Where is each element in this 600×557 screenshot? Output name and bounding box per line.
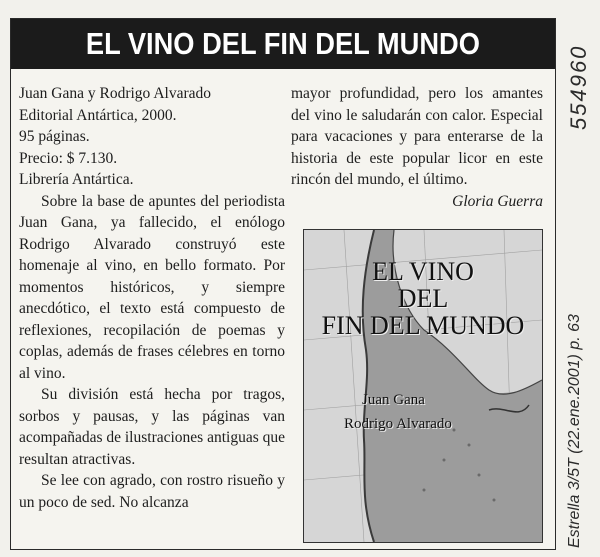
review-paragraph: mayor profundidad, pero los amantes del vino le saludarán con calor. Especial para vacaciones y para enterarse de la historia de este popular licor en este rincón del mundo, el último. — [291, 85, 543, 188]
handwritten-margin-note — [558, 0, 600, 557]
review-paragraph: Sobre la base de apuntes del periodista Juan Gana, ya fallecido, el enólogo Rodrigo Alvarado construyó este homenaje al vino, en bello formato. Por momentos históricos, y siempre anecdótico, el texto está compuesto de reflexiones, recopilación de poemas y coplas, además de frases célebres en torno al vino. — [19, 192, 285, 382]
cover-author: Rodrigo Alvarado — [344, 416, 452, 432]
source-annotation: Estrella 3/5T (22.ene.2001) p. 63 — [566, 314, 583, 548]
article-title: EL VINO DEL FIN DEL MUNDO — [85, 26, 481, 61]
review-paragraph: Se lee con agrado, con rostro risueño y un poco de sed. No alcanza — [19, 472, 285, 511]
title-banner — [11, 19, 555, 69]
archive-number: 554960 — [566, 44, 591, 130]
book-pages: 95 páginas. — [19, 128, 90, 145]
article-frame — [10, 18, 556, 550]
left-column — [19, 83, 285, 513]
book-cover-image — [303, 229, 543, 543]
book-price: Precio: $ 7.130. — [19, 149, 118, 167]
cover-title-line: EL VINO — [372, 257, 474, 286]
cover-title — [304, 258, 542, 339]
right-column — [291, 83, 543, 212]
book-store: Librería Antártica. — [19, 171, 134, 188]
cover-authors — [344, 388, 452, 436]
cover-title-line: FIN DEL MUNDO — [321, 311, 525, 340]
cover-author: Juan Gana — [362, 392, 425, 408]
cover-title-line: DEL — [397, 284, 449, 313]
book-authors: Juan Gana y Rodrigo Alvarado — [19, 85, 211, 102]
author-signature: Gloria Guerra — [452, 192, 543, 210]
book-publisher: Editorial Antártica, 2000. — [19, 106, 177, 124]
review-paragraph: Su división está hecha por tragos, sorbos y pausas, y las páginas van acompañadas de ilustraciones antiguas que resultan atractivas. — [19, 386, 285, 468]
